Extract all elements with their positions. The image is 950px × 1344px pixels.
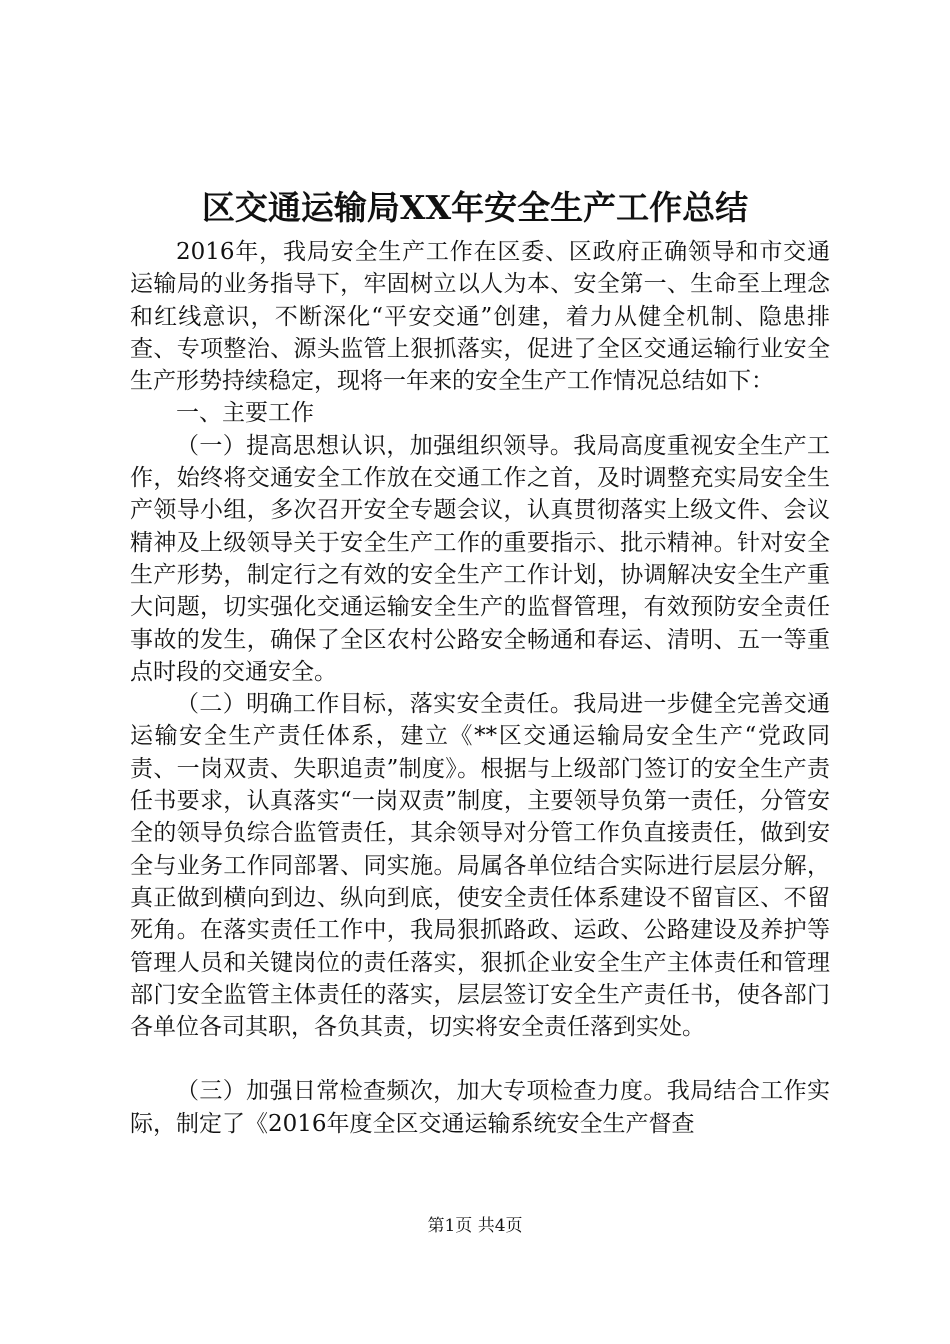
section-heading-main-work: 一、主要工作 xyxy=(176,400,314,427)
paragraph-item-3: （三）加强日常检查频次，加大专项检查力度。我局结合工作实际，制定了《2016年度全区交通运输系统安全生产督查 xyxy=(130,1078,830,1137)
document-title: 区交通运输局XX年安全生产工作总结 xyxy=(201,188,749,227)
document-body xyxy=(130,236,830,1140)
page-number-footer: 第1页 共4页 xyxy=(427,1216,523,1236)
paragraph-item-1: （一）提高思想认识，加强组织领导。我局高度重视安全生产工作，始终将交通安全工作放在交通工作之首，及时调整充实局安全生产领导小组，多次召开安全专题会议，认真贯彻落实上级文件、会议精神及上级领导关于安全生产工作的重要指示、批示精神。针对安全生产形势，制定行之有效的安全生产工作计划，协调解决安全生产重大问题，切实强化交通运输安全生产的监督管理，有效预防安全责任事故的发生，确保了全区农村公路安全畅通和春运、清明、五一等重点时段的交通安全。 xyxy=(130,432,830,685)
paragraph-item-2: （二）明确工作目标，落实安全责任。我局进一步健全完善交通运输安全生产责任体系，建立《**区交通运输局安全生产“党政同责、一岗双责、失职追责”制度》。根据与上级部门签订的安全生产责任书要求，认真落实“一岗双责”制度，主要领导负第一责任，分管安全的领导负综合监管责任，其余领导对分管工作负直接责任，做到安全与业务工作同部署、同实施。局属各单位结合实际进行层层分解，真正做到横向到边、纵向到底，使安全责任体系建设不留盲区、不留死角。在落实责任工作中，我局狠抓路政、运政、公路建设及养护等管理人员和关键岗位的责任落实，狠抓企业安全生产主体责任和管理部门安全监管主体责任的落实，层层签订安全生产责任书，使各部门各单位各司其职，各负其责，切实将安全责任落到实处。 xyxy=(130,691,830,1041)
paragraph-intro: 2016年，我局安全生产工作在区委、区政府正确领导和市交通运输局的业务指导下，牢固树立以人为本、安全第一、生命至上理念和红线意识，不断深化“平安交通”创建，着力从健全机制、隐患排查、专项整治、源头监管上狠抓落实，促进了全区交通运输行业安全生产形势持续稳定，现将一年来的安全生产工作情况总结如下： xyxy=(130,239,830,395)
